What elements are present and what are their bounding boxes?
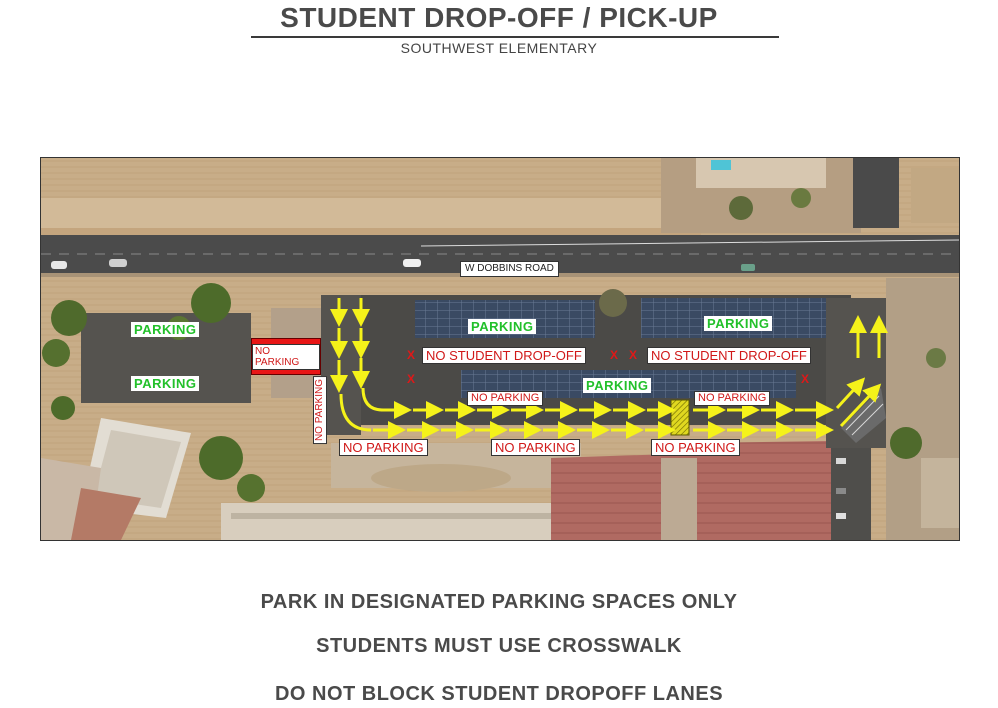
no-parking-vertical-label: NO PARKING bbox=[313, 376, 327, 444]
x-mark-5: X bbox=[801, 372, 810, 386]
parking-label-canopy-left: PARKING bbox=[468, 319, 536, 334]
road-label: W DOBBINS ROAD bbox=[460, 261, 559, 277]
x-mark-3: X bbox=[610, 348, 619, 362]
aerial-map bbox=[40, 157, 960, 541]
crosswalk bbox=[671, 400, 689, 435]
parking-label-center: PARKING bbox=[583, 378, 651, 393]
no-parking-lane-label-2: NO PARKING bbox=[694, 391, 770, 406]
parking-label-left-bottom: PARKING bbox=[131, 376, 199, 391]
rule-do-not-block: DO NOT BLOCK STUDENT DROPOFF LANES bbox=[274, 683, 724, 705]
no-parking-lane-label-1: NO PARKING bbox=[467, 391, 543, 406]
no-drop-off-label-right: NO STUDENT DROP-OFF bbox=[647, 347, 811, 364]
rule-park-designated: PARK IN DESIGNATED PARKING SPACES ONLY bbox=[260, 591, 738, 613]
no-parking-label-bottom-2: NO PARKING bbox=[491, 439, 580, 456]
x-mark-2: X bbox=[407, 372, 416, 386]
page-title: STUDENT DROP-OFF / PICK-UP bbox=[280, 2, 718, 33]
x-mark-4: X bbox=[629, 348, 638, 362]
school-name: SOUTHWEST ELEMENTARY bbox=[400, 40, 598, 56]
parking-label-left-top: PARKING bbox=[131, 322, 199, 337]
parking-label-canopy-right: PARKING bbox=[704, 316, 772, 331]
title-underline bbox=[251, 36, 779, 38]
x-mark-1: X bbox=[407, 348, 416, 362]
no-drop-off-label-left: NO STUDENT DROP-OFF bbox=[422, 347, 586, 364]
rule-use-crosswalk: STUDENTS MUST USE CROSSWALK bbox=[316, 635, 682, 657]
no-parking-zone-label: NO PARKING bbox=[252, 344, 320, 370]
no-parking-label-bottom-1: NO PARKING bbox=[339, 439, 428, 456]
no-parking-label-bottom-3: NO PARKING bbox=[651, 439, 740, 456]
no-parking-zone bbox=[251, 338, 321, 375]
